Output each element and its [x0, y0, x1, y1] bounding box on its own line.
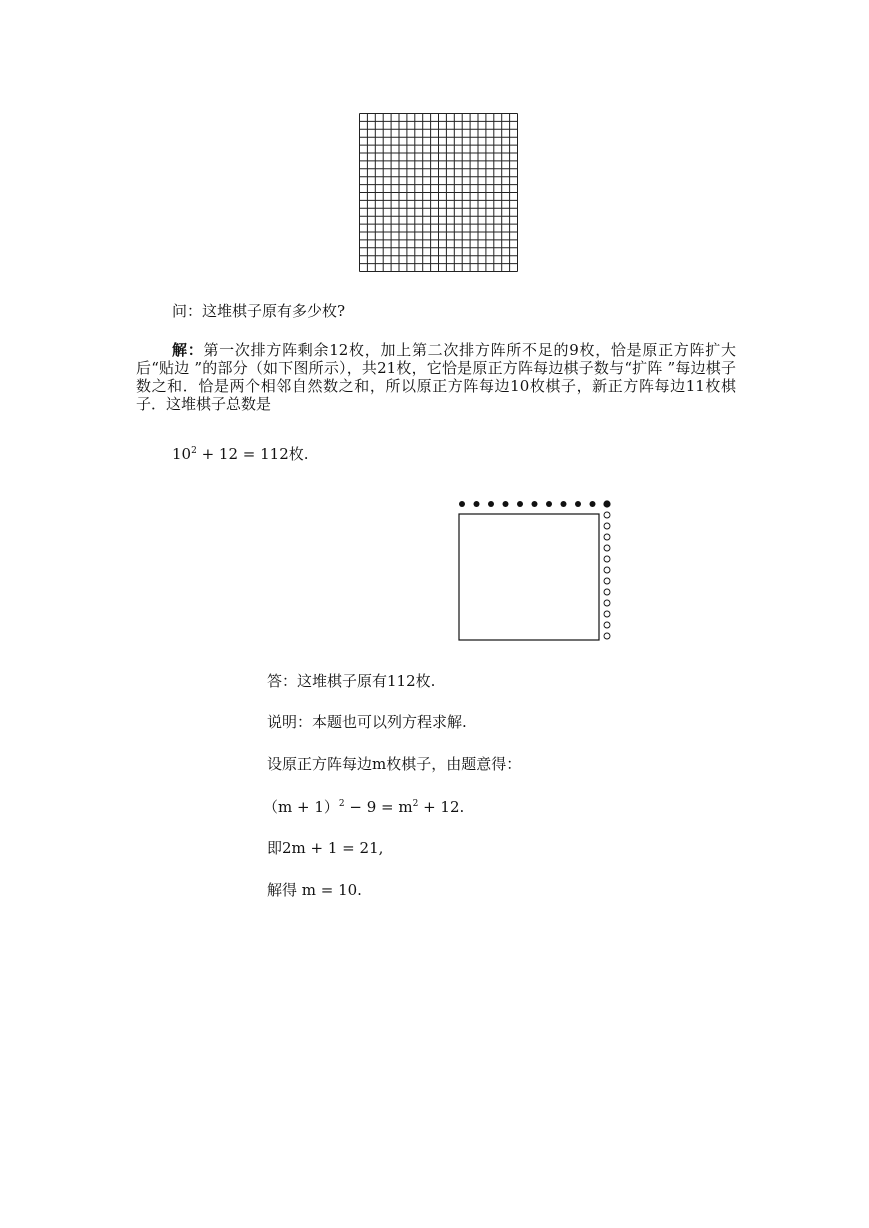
hollow-dot: [604, 512, 610, 518]
original-square: [459, 514, 599, 640]
hollow-dot: [604, 567, 610, 573]
answer-text: 答：这堆棋子原有112枚.: [267, 672, 436, 690]
filled-dot: [561, 501, 567, 507]
filled-dot: [603, 500, 610, 507]
hollow-dot: [604, 633, 610, 639]
hollow-dot: [604, 523, 610, 529]
question-text: 问：这堆棋子原有多少枚?: [172, 302, 346, 320]
equation-1: $(m + 1)^2 - 9 = m^2 + 12$.: [263, 798, 465, 816]
total-equation: $10^2 + 12 = 112$枚.: [172, 445, 309, 463]
solution-paragraph: [136, 341, 736, 413]
hollow-dot: [604, 600, 610, 606]
filled-dot: [474, 501, 480, 507]
filled-dot: [590, 501, 596, 507]
filled-dot: [488, 501, 494, 507]
filled-dot: [532, 501, 538, 507]
hollow-dot: [604, 622, 610, 628]
filled-dot: [575, 501, 581, 507]
setup-text: 设原正方阵每边m枚棋子，由题意得：: [267, 755, 522, 773]
hollow-dot: [604, 578, 610, 584]
hollow-dot: [604, 611, 610, 617]
solution-label: 解：: [172, 341, 204, 359]
note-text: 说明：本题也可以列方程求解.: [267, 713, 467, 731]
filled-dot: [459, 501, 465, 507]
hollow-dot: [604, 534, 610, 540]
filled-dot: [503, 501, 509, 507]
result-text: 解得 m = 10.: [267, 881, 362, 899]
solution-text: 第一次排方阵剩余12枚，加上第二次排方阵所不足的9枚，恰是原正方阵扩大后“贴边 ”的部分（如下图所示），共21枚，它恰是原正方阵每边棋子数与“扩阵 ”每边棋子数之和．恰是两个相邻自然数之和，所以原正方阵每边10枚棋子，新正方阵每边11枚棋子．这堆棋子总数是: [136, 341, 736, 413]
chess-grid-figure: [359, 113, 518, 272]
hollow-dot: [604, 556, 610, 562]
hollow-dot: [604, 589, 610, 595]
hollow-dot: [604, 545, 610, 551]
filled-dot: [517, 501, 523, 507]
filled-dot: [546, 501, 552, 507]
expanded-square-figure: [455, 498, 615, 644]
equation-2: 即2m + 1 = 21,: [267, 839, 384, 857]
